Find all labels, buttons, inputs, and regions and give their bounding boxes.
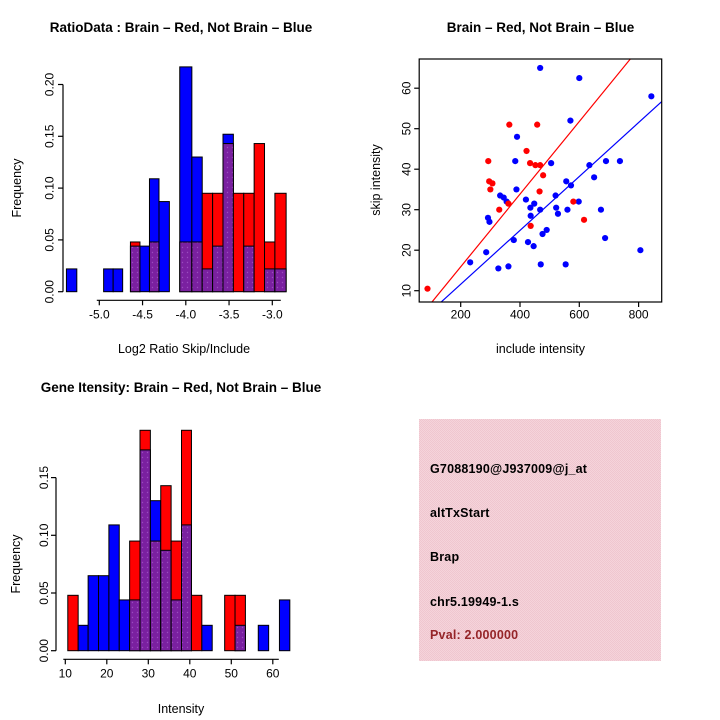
hist-bar-blue xyxy=(159,202,169,292)
ratio-histogram-panel xyxy=(0,0,360,360)
hist-bar-blue xyxy=(119,600,129,651)
locus-text: chr5.19949-1.s xyxy=(430,595,519,609)
x-tick-label: 400 xyxy=(509,307,531,322)
scatter-point-blue xyxy=(548,160,554,166)
scatter-point-red xyxy=(489,180,495,186)
hist-bar-overlap xyxy=(150,541,160,651)
brain-fit-line xyxy=(432,59,630,302)
hist-bar-blue xyxy=(99,576,109,651)
scatter-point-blue xyxy=(563,261,569,267)
scatter-point-red xyxy=(536,188,542,194)
hist-bar-overlap xyxy=(275,269,286,292)
x-tick-label: -3.0 xyxy=(261,307,283,322)
hist-bar-red xyxy=(254,144,264,292)
hist-bar-blue xyxy=(258,625,268,650)
x-tick-label: 200 xyxy=(450,307,471,322)
scatter-point-red xyxy=(505,201,511,207)
scatter-point-blue xyxy=(531,243,537,249)
scatter-point-blue xyxy=(523,196,529,202)
y-tick-label: 20 xyxy=(399,243,414,257)
scatter-panel xyxy=(360,0,720,360)
scatter-point-blue xyxy=(637,247,643,253)
x-tick-label: 600 xyxy=(569,307,590,322)
scatter-point-blue xyxy=(525,239,531,245)
hist-bar-blue xyxy=(109,525,119,651)
scatter-point-red xyxy=(537,162,543,168)
scatter-point-red xyxy=(540,172,546,178)
x-tick-label: -5.0 xyxy=(88,307,110,322)
y-tick-label: 60 xyxy=(399,81,414,95)
scatter-point-blue xyxy=(528,213,534,219)
y-tick-label: 0.05 xyxy=(37,581,51,605)
hist-bar-blue xyxy=(78,625,88,650)
scatter-point-red xyxy=(527,160,533,166)
scatter-point-red xyxy=(424,286,430,292)
hist-bar-blue xyxy=(202,625,212,650)
y-tick-label: 30 xyxy=(399,203,414,217)
scatter-point-blue xyxy=(567,118,573,124)
hist-bar-overlap xyxy=(265,269,275,292)
scatter-point-blue xyxy=(513,186,519,192)
scatter-point-blue xyxy=(495,265,501,271)
hist-bar-overlap xyxy=(244,246,254,292)
x-axis-label: include intensity xyxy=(496,342,585,356)
scatter-plot-area xyxy=(400,59,662,322)
x-tick-label: -3.5 xyxy=(218,307,240,322)
hist-bar-blue xyxy=(104,269,114,292)
histogram-plot-area xyxy=(37,430,290,680)
scatter-point-blue xyxy=(602,235,608,241)
hist-bar-overlap xyxy=(223,144,233,292)
hist-bar-overlap xyxy=(161,550,171,650)
scatter-point-red xyxy=(485,158,491,164)
y-tick-label: 0.00 xyxy=(42,280,57,304)
scatter-point-blue xyxy=(555,211,561,217)
scatter-point-blue xyxy=(511,237,517,243)
probe-id-text: G7088190@J937009@j_at xyxy=(430,462,588,476)
x-axis-label: Log2 Ratio Skip/Include xyxy=(117,342,251,356)
hist-bar-red xyxy=(68,595,78,650)
scatter-point-blue xyxy=(564,207,570,213)
scatter-point-blue xyxy=(603,158,609,164)
scatter-point-blue xyxy=(514,134,520,140)
histogram-plot-area xyxy=(43,67,287,322)
scatter-point-blue xyxy=(552,192,558,198)
hist-bar-overlap xyxy=(180,242,192,292)
scatter-point-blue xyxy=(576,199,582,205)
x-tick-label: 30 xyxy=(141,666,155,681)
scatter-point-blue xyxy=(586,162,592,168)
y-axis-label: Frequency xyxy=(9,534,23,594)
hist-bar-overlap xyxy=(140,450,150,651)
hist-bar-overlap xyxy=(235,625,245,650)
gene-name-text: Brap xyxy=(430,550,460,564)
scatter-point-red xyxy=(528,223,534,229)
x-tick-label: 60 xyxy=(266,666,280,681)
hist-bar-overlap xyxy=(171,600,181,651)
scatter-point-blue xyxy=(537,207,543,213)
event-type-text: altTxStart xyxy=(430,506,490,520)
scatter-point-blue xyxy=(512,158,518,164)
y-axis-label: Frequency xyxy=(10,158,24,218)
scatter-point-blue xyxy=(527,205,533,211)
scatter-point-blue xyxy=(486,219,492,225)
x-tick-label: -4.5 xyxy=(132,307,153,322)
hist-bar-blue xyxy=(113,269,123,292)
scatter-point-red xyxy=(487,186,493,192)
y-tick-label: 0.10 xyxy=(42,176,57,200)
scatter-point-red xyxy=(496,207,502,213)
y-tick-label: 0.20 xyxy=(42,72,57,97)
fit-lines xyxy=(432,59,662,302)
x-tick-label: 50 xyxy=(224,666,238,681)
scatter-point-blue xyxy=(553,205,559,211)
hist-bar-blue xyxy=(66,269,76,292)
x-tick-label: 40 xyxy=(183,666,197,681)
info-panel xyxy=(360,360,720,720)
scatter-point-blue xyxy=(505,263,511,269)
y-tick-label: 0.00 xyxy=(37,639,51,663)
scatter-point-red xyxy=(570,199,576,205)
y-tick-label: 0.05 xyxy=(42,228,57,252)
y-tick-label: 0.15 xyxy=(37,465,51,490)
scatter-point-red xyxy=(534,122,540,128)
scatter-point-blue xyxy=(648,93,654,99)
y-tick-label: 50 xyxy=(399,122,414,136)
y-tick-label: 10 xyxy=(399,284,414,298)
scatter-point-red xyxy=(523,148,529,154)
x-tick-label: -4.0 xyxy=(175,307,197,322)
scatter-point-blue xyxy=(568,182,574,188)
scatter-point-blue xyxy=(563,178,569,184)
hist-bar-overlap xyxy=(149,242,159,292)
hist-bar-overlap xyxy=(130,246,140,292)
x-tick-label: 20 xyxy=(100,666,114,681)
hist-bar-overlap xyxy=(130,600,140,651)
scatter-point-blue xyxy=(544,227,550,233)
pval-text: Pval: 2.000000 xyxy=(430,628,519,642)
hist-bar-red xyxy=(191,595,201,650)
x-tick-label: 10 xyxy=(58,666,72,681)
scatter-point-blue xyxy=(598,207,604,213)
scatter-point-blue xyxy=(538,261,544,267)
hist-bar-overlap xyxy=(213,246,223,292)
hist-bar-blue xyxy=(140,246,150,292)
hist-bar-overlap xyxy=(202,269,212,292)
hist-bar-red xyxy=(233,193,243,291)
hist-bar-overlap xyxy=(182,525,192,651)
y-tick-label: 40 xyxy=(399,162,414,176)
scatter-point-red xyxy=(506,122,512,128)
hist-bar-blue xyxy=(279,600,289,651)
scatter-point-blue xyxy=(617,158,623,164)
scatter-point-blue xyxy=(537,65,543,71)
not-brain-fit-line xyxy=(441,102,662,302)
hist-bar-overlap xyxy=(192,242,202,292)
x-tick-label: 800 xyxy=(628,307,649,322)
scatter-point-blue xyxy=(467,259,473,265)
hist-bar-blue xyxy=(88,576,98,651)
panel-title: Gene Itensity: Brain – Red, Not Brain – Blue xyxy=(40,380,322,395)
hist-bar-red xyxy=(225,595,235,650)
y-tick-label: 0.15 xyxy=(42,124,57,148)
scatter-point-blue xyxy=(591,174,597,180)
info-box xyxy=(419,419,661,661)
panel-title: RatioData : Brain – Red, Not Brain – Blue xyxy=(49,20,313,35)
scatter-point-blue xyxy=(576,75,582,81)
y-tick-label: 0.10 xyxy=(37,523,51,547)
y-axis-label: skip intensity xyxy=(369,144,383,216)
scatter-point-red xyxy=(581,217,587,223)
gene-histogram-panel xyxy=(0,360,360,720)
x-axis-label: Intensity xyxy=(157,702,205,716)
scatter-point-blue xyxy=(483,249,489,255)
panel-title: Brain – Red, Not Brain – Blue xyxy=(446,20,635,35)
